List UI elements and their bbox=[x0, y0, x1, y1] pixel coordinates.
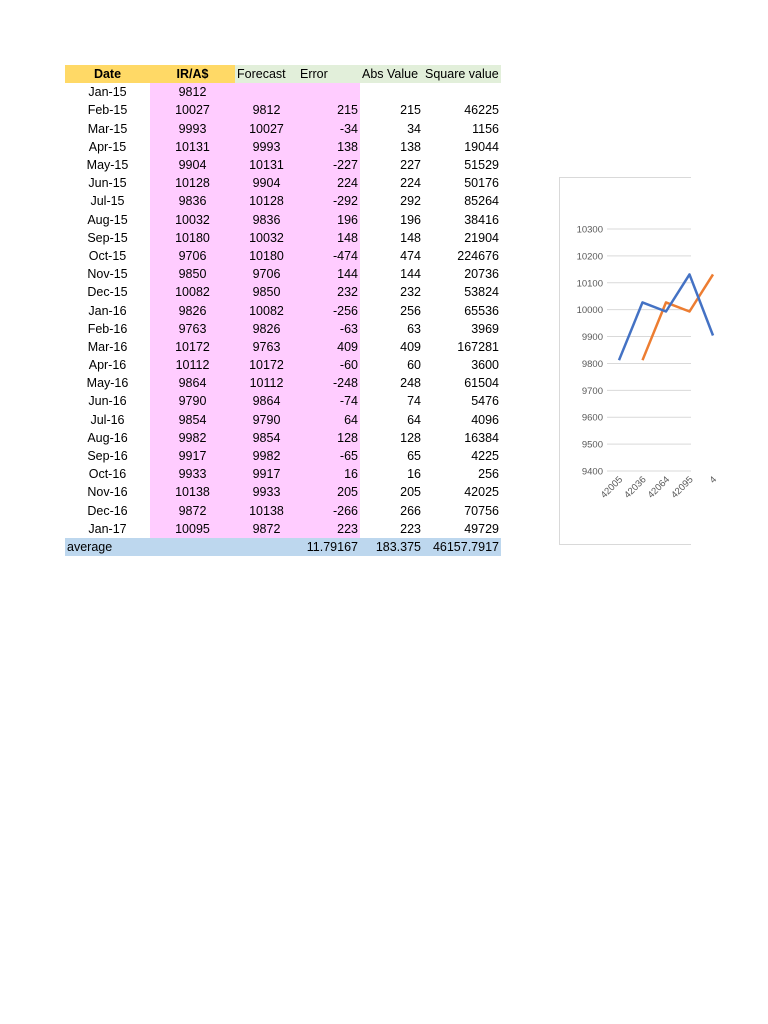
cell-forecast[interactable]: 10172 bbox=[235, 356, 298, 374]
cell-square[interactable]: 20736 bbox=[464, 267, 499, 282]
cell-error[interactable]: 409 bbox=[298, 338, 360, 356]
cell-abs[interactable]: 128 bbox=[400, 430, 421, 445]
average-square[interactable]: 46157.7917 bbox=[423, 538, 501, 556]
cell-forecast[interactable]: 9933 bbox=[235, 483, 298, 501]
cell-abs[interactable]: 65 bbox=[407, 449, 421, 464]
cell-ir[interactable]: 9904 bbox=[150, 156, 235, 174]
cell-forecast[interactable]: 10180 bbox=[235, 247, 298, 265]
cell-forecast[interactable]: 9872 bbox=[235, 520, 298, 538]
table-row bbox=[65, 101, 501, 119]
cell-date[interactable]: Aug-16 bbox=[87, 430, 128, 445]
cell-square[interactable]: 65536 bbox=[464, 303, 499, 318]
cell-ir[interactable]: 9826 bbox=[150, 301, 235, 319]
table-row bbox=[65, 356, 501, 374]
cell-ir[interactable]: 10131 bbox=[150, 138, 235, 156]
cell-forecast[interactable]: 9982 bbox=[235, 447, 298, 465]
cell-square[interactable] bbox=[423, 83, 501, 101]
cell-date[interactable]: May-15 bbox=[86, 158, 129, 173]
table-row bbox=[65, 247, 501, 265]
table-row bbox=[65, 411, 501, 429]
cell-date[interactable]: Jan-17 bbox=[88, 521, 127, 536]
cell-error[interactable]: 64 bbox=[298, 411, 360, 429]
cell-date[interactable]: Oct-15 bbox=[88, 248, 127, 263]
cell-ir[interactable]: 10095 bbox=[150, 520, 235, 538]
table-row bbox=[65, 265, 501, 283]
cell-forecast[interactable]: 9790 bbox=[235, 411, 298, 429]
cell-ir[interactable]: 9854 bbox=[150, 411, 235, 429]
table-row bbox=[65, 502, 501, 520]
cell-abs[interactable] bbox=[360, 83, 423, 101]
cell-error[interactable]: -248 bbox=[298, 374, 360, 392]
cell-date[interactable]: Sep-16 bbox=[87, 449, 128, 464]
cell-ir[interactable]: 9933 bbox=[150, 465, 235, 483]
table-row bbox=[65, 392, 501, 410]
header-square-value[interactable]: Square value bbox=[423, 65, 501, 83]
x-tick-label: 42095 bbox=[669, 474, 696, 501]
cell-error[interactable]: 148 bbox=[298, 229, 360, 247]
cell-square[interactable]: 38416 bbox=[464, 212, 499, 227]
y-tick-label: 9900 bbox=[581, 332, 603, 344]
cell-forecast[interactable]: 9812 bbox=[235, 101, 298, 119]
table-row bbox=[65, 138, 501, 156]
series-line-forecast[interactable] bbox=[643, 274, 714, 360]
cell-abs[interactable]: 409 bbox=[400, 339, 421, 354]
y-tick-label: 10100 bbox=[576, 278, 603, 290]
cell-ir[interactable]: 9872 bbox=[150, 502, 235, 520]
cell-square[interactable]: 85264 bbox=[464, 194, 499, 209]
cell-abs[interactable]: 196 bbox=[400, 212, 421, 227]
cell-ir[interactable]: 10128 bbox=[150, 174, 235, 192]
line-chart[interactable] bbox=[559, 177, 720, 545]
cell-error[interactable]: 144 bbox=[298, 265, 360, 283]
cell-square[interactable]: 3969 bbox=[471, 321, 499, 336]
y-tick-label: 10200 bbox=[576, 251, 603, 263]
table-row bbox=[65, 447, 501, 465]
cell-ir[interactable]: 9790 bbox=[150, 392, 235, 410]
cell-abs[interactable]: 64 bbox=[407, 412, 421, 427]
y-tick-label: 10000 bbox=[576, 305, 603, 317]
table-row bbox=[65, 465, 501, 483]
cell-abs[interactable]: 63 bbox=[407, 321, 421, 336]
cell-abs[interactable]: 74 bbox=[407, 394, 421, 409]
table-row bbox=[65, 520, 501, 538]
cell-error[interactable]: -474 bbox=[298, 247, 360, 265]
cell-square[interactable]: 1156 bbox=[472, 121, 499, 136]
cell-forecast[interactable]: 9763 bbox=[235, 338, 298, 356]
cell-abs[interactable]: 474 bbox=[400, 248, 421, 263]
cell-square[interactable]: 61504 bbox=[464, 376, 499, 391]
cell-date[interactable]: Aug-15 bbox=[87, 212, 128, 227]
cell-forecast[interactable]: 9854 bbox=[235, 429, 298, 447]
cell-abs[interactable]: 227 bbox=[400, 158, 421, 173]
cell-square[interactable]: 46225 bbox=[464, 103, 499, 118]
cell-date[interactable]: Apr-16 bbox=[88, 358, 127, 373]
cell-abs[interactable]: 232 bbox=[400, 285, 421, 300]
cell-ir[interactable]: 9812 bbox=[150, 83, 235, 101]
cell-ir[interactable]: 10138 bbox=[150, 483, 235, 501]
y-tick-label: 9800 bbox=[581, 358, 603, 370]
cell-ir[interactable]: 9993 bbox=[150, 120, 235, 138]
cell-forecast[interactable]: 9706 bbox=[235, 265, 298, 283]
average-empty-cell[interactable] bbox=[235, 538, 298, 556]
cell-square[interactable]: 256 bbox=[478, 467, 499, 482]
cell-forecast[interactable]: 9864 bbox=[235, 392, 298, 410]
cell-ir[interactable]: 9850 bbox=[150, 265, 235, 283]
cell-date[interactable]: Dec-16 bbox=[87, 503, 128, 518]
table-row bbox=[65, 283, 501, 301]
cell-abs[interactable]: 215 bbox=[400, 103, 421, 118]
header-ir[interactable]: IR/A$ bbox=[150, 65, 235, 83]
cell-forecast[interactable]: 10112 bbox=[235, 374, 298, 392]
cell-forecast[interactable]: 9850 bbox=[235, 283, 298, 301]
cell-error[interactable]: 196 bbox=[298, 211, 360, 229]
cell-abs[interactable]: 248 bbox=[400, 376, 421, 391]
cell-abs[interactable]: 205 bbox=[400, 485, 421, 500]
cell-forecast[interactable]: 10082 bbox=[235, 301, 298, 319]
cell-date[interactable]: Sep-15 bbox=[87, 230, 128, 245]
cell-square[interactable]: 224676 bbox=[457, 248, 499, 263]
cell-ir[interactable]: 10027 bbox=[150, 101, 235, 119]
cell-abs[interactable]: 292 bbox=[400, 194, 421, 209]
table-row bbox=[65, 229, 501, 247]
cell-error[interactable]: -60 bbox=[298, 356, 360, 374]
table-row bbox=[65, 174, 501, 192]
cell-error[interactable]: 205 bbox=[298, 483, 360, 501]
cell-abs[interactable]: 138 bbox=[400, 139, 421, 154]
cell-ir[interactable]: 9836 bbox=[150, 192, 235, 210]
cell-forecast[interactable] bbox=[235, 83, 298, 101]
cell-forecast[interactable]: 9826 bbox=[235, 320, 298, 338]
cell-square[interactable]: 51529 bbox=[464, 158, 499, 173]
average-row bbox=[65, 538, 501, 556]
cell-abs[interactable]: 266 bbox=[400, 503, 421, 518]
cell-error[interactable] bbox=[298, 83, 360, 101]
cell-ir[interactable]: 10112 bbox=[150, 356, 235, 374]
y-tick-label: 9400 bbox=[581, 466, 603, 478]
table-row bbox=[65, 120, 501, 138]
table-body bbox=[65, 83, 501, 538]
header-date[interactable]: Date bbox=[65, 65, 150, 83]
cell-square[interactable]: 70756 bbox=[464, 503, 499, 518]
cell-error[interactable]: 138 bbox=[298, 138, 360, 156]
cell-square[interactable]: 4225 bbox=[471, 449, 499, 464]
table-row bbox=[65, 374, 501, 392]
cell-forecast[interactable]: 9904 bbox=[235, 174, 298, 192]
table-row bbox=[65, 483, 501, 501]
cell-square[interactable]: 19044 bbox=[464, 139, 499, 154]
cell-error[interactable]: 224 bbox=[298, 174, 360, 192]
average-label[interactable]: average bbox=[65, 538, 150, 556]
series-line-ir-a-[interactable] bbox=[619, 274, 713, 360]
y-tick-label: 9500 bbox=[581, 439, 603, 451]
cell-forecast[interactable]: 10032 bbox=[235, 229, 298, 247]
cell-error[interactable]: 223 bbox=[298, 520, 360, 538]
cell-abs[interactable]: 256 bbox=[400, 303, 421, 318]
cell-date[interactable]: Jul-16 bbox=[90, 412, 125, 427]
cell-square[interactable]: 53824 bbox=[464, 285, 499, 300]
cell-square[interactable]: 167281 bbox=[457, 339, 499, 354]
cell-square[interactable]: 16384 bbox=[464, 430, 499, 445]
cell-square[interactable]: 3600 bbox=[471, 358, 499, 373]
x-tick-label: 42005 bbox=[598, 474, 626, 501]
cell-square[interactable]: 4096 bbox=[471, 412, 499, 427]
average-abs[interactable]: 183.375 bbox=[360, 538, 423, 556]
cell-forecast[interactable]: 9836 bbox=[235, 211, 298, 229]
cell-abs[interactable]: 60 bbox=[407, 358, 421, 373]
table-row bbox=[65, 320, 501, 338]
table-row bbox=[65, 211, 501, 229]
y-tick-label: 10300 bbox=[576, 224, 603, 236]
table-row bbox=[65, 301, 501, 319]
average-error[interactable]: 11.79167 bbox=[298, 538, 360, 556]
cell-ir[interactable]: 9763 bbox=[150, 320, 235, 338]
table-row bbox=[65, 83, 501, 101]
table-row bbox=[65, 429, 501, 447]
table-row bbox=[65, 338, 501, 356]
cell-error[interactable]: 128 bbox=[298, 429, 360, 447]
cell-forecast[interactable]: 9993 bbox=[235, 138, 298, 156]
x-tick-label: 4 bbox=[707, 474, 720, 486]
table-row bbox=[65, 192, 501, 210]
chart-canvas bbox=[560, 178, 720, 544]
cell-forecast[interactable]: 10131 bbox=[235, 156, 298, 174]
average-empty-cell[interactable] bbox=[150, 538, 235, 556]
cell-error[interactable]: 16 bbox=[298, 465, 360, 483]
cell-abs[interactable]: 148 bbox=[400, 230, 421, 245]
cell-error[interactable]: -74 bbox=[298, 392, 360, 410]
header-forecast[interactable]: Forecast bbox=[235, 65, 298, 83]
cell-forecast[interactable]: 10138 bbox=[235, 502, 298, 520]
cell-forecast[interactable]: 9917 bbox=[235, 465, 298, 483]
cell-error[interactable]: -65 bbox=[298, 447, 360, 465]
cell-date[interactable]: Feb-15 bbox=[87, 103, 128, 118]
cell-abs[interactable]: 224 bbox=[400, 176, 421, 191]
cell-date[interactable]: Apr-15 bbox=[88, 139, 127, 154]
cell-abs[interactable]: 16 bbox=[407, 467, 421, 482]
x-tick-label: 42036 bbox=[622, 474, 649, 501]
cell-square[interactable]: 42025 bbox=[464, 485, 499, 500]
cell-error[interactable]: -227 bbox=[298, 156, 360, 174]
cell-forecast[interactable]: 10128 bbox=[235, 192, 298, 210]
cell-ir[interactable]: 10082 bbox=[150, 283, 235, 301]
cell-date[interactable]: Feb-16 bbox=[87, 321, 128, 336]
cell-error[interactable]: -266 bbox=[298, 502, 360, 520]
table-row bbox=[65, 156, 501, 174]
cell-ir[interactable]: 9982 bbox=[150, 429, 235, 447]
cell-ir[interactable]: 9917 bbox=[150, 447, 235, 465]
cell-date[interactable]: Oct-16 bbox=[88, 467, 127, 482]
cell-abs[interactable]: 34 bbox=[407, 121, 421, 136]
cell-date[interactable]: May-16 bbox=[86, 376, 129, 391]
cell-ir[interactable]: 9864 bbox=[150, 374, 235, 392]
cell-date[interactable]: Dec-15 bbox=[87, 285, 128, 300]
cell-square[interactable]: 21904 bbox=[464, 230, 499, 245]
x-tick-label: 42064 bbox=[645, 474, 673, 501]
cell-error[interactable]: -34 bbox=[298, 120, 360, 138]
cell-date[interactable]: Jan-15 bbox=[88, 85, 127, 100]
cell-ir[interactable]: 10032 bbox=[150, 211, 235, 229]
cell-error[interactable]: -292 bbox=[298, 192, 360, 210]
cell-date[interactable]: Nov-15 bbox=[87, 267, 128, 282]
y-tick-label: 9700 bbox=[581, 385, 603, 397]
cell-square[interactable]: 49729 bbox=[464, 521, 499, 536]
cell-ir[interactable]: 10172 bbox=[150, 338, 235, 356]
cell-error[interactable]: 232 bbox=[298, 283, 360, 301]
cell-date[interactable]: Jan-16 bbox=[88, 303, 127, 318]
cell-date[interactable]: Mar-15 bbox=[87, 121, 128, 136]
cell-error[interactable]: -63 bbox=[298, 320, 360, 338]
header-row bbox=[65, 65, 501, 83]
data-table bbox=[65, 65, 501, 556]
cell-ir[interactable]: 9706 bbox=[150, 247, 235, 265]
cell-error[interactable]: -256 bbox=[298, 301, 360, 319]
cell-abs[interactable]: 144 bbox=[400, 267, 421, 282]
cell-square[interactable]: 5476 bbox=[471, 394, 499, 409]
cell-date[interactable]: Jul-15 bbox=[90, 194, 125, 209]
cell-forecast[interactable]: 10027 bbox=[235, 120, 298, 138]
header-abs-value[interactable]: Abs Value bbox=[360, 65, 423, 83]
cell-ir[interactable]: 10180 bbox=[150, 229, 235, 247]
y-tick-label: 9600 bbox=[581, 412, 603, 424]
cell-date[interactable]: Mar-16 bbox=[87, 339, 128, 354]
cell-date[interactable]: Jun-15 bbox=[88, 176, 127, 191]
cell-square[interactable]: 50176 bbox=[464, 176, 499, 191]
header-error[interactable]: Error bbox=[298, 65, 360, 83]
cell-abs[interactable]: 223 bbox=[400, 521, 421, 536]
cell-date[interactable]: Jun-16 bbox=[88, 394, 127, 409]
cell-date[interactable]: Nov-16 bbox=[87, 485, 128, 500]
cell-error[interactable]: 215 bbox=[298, 101, 360, 119]
